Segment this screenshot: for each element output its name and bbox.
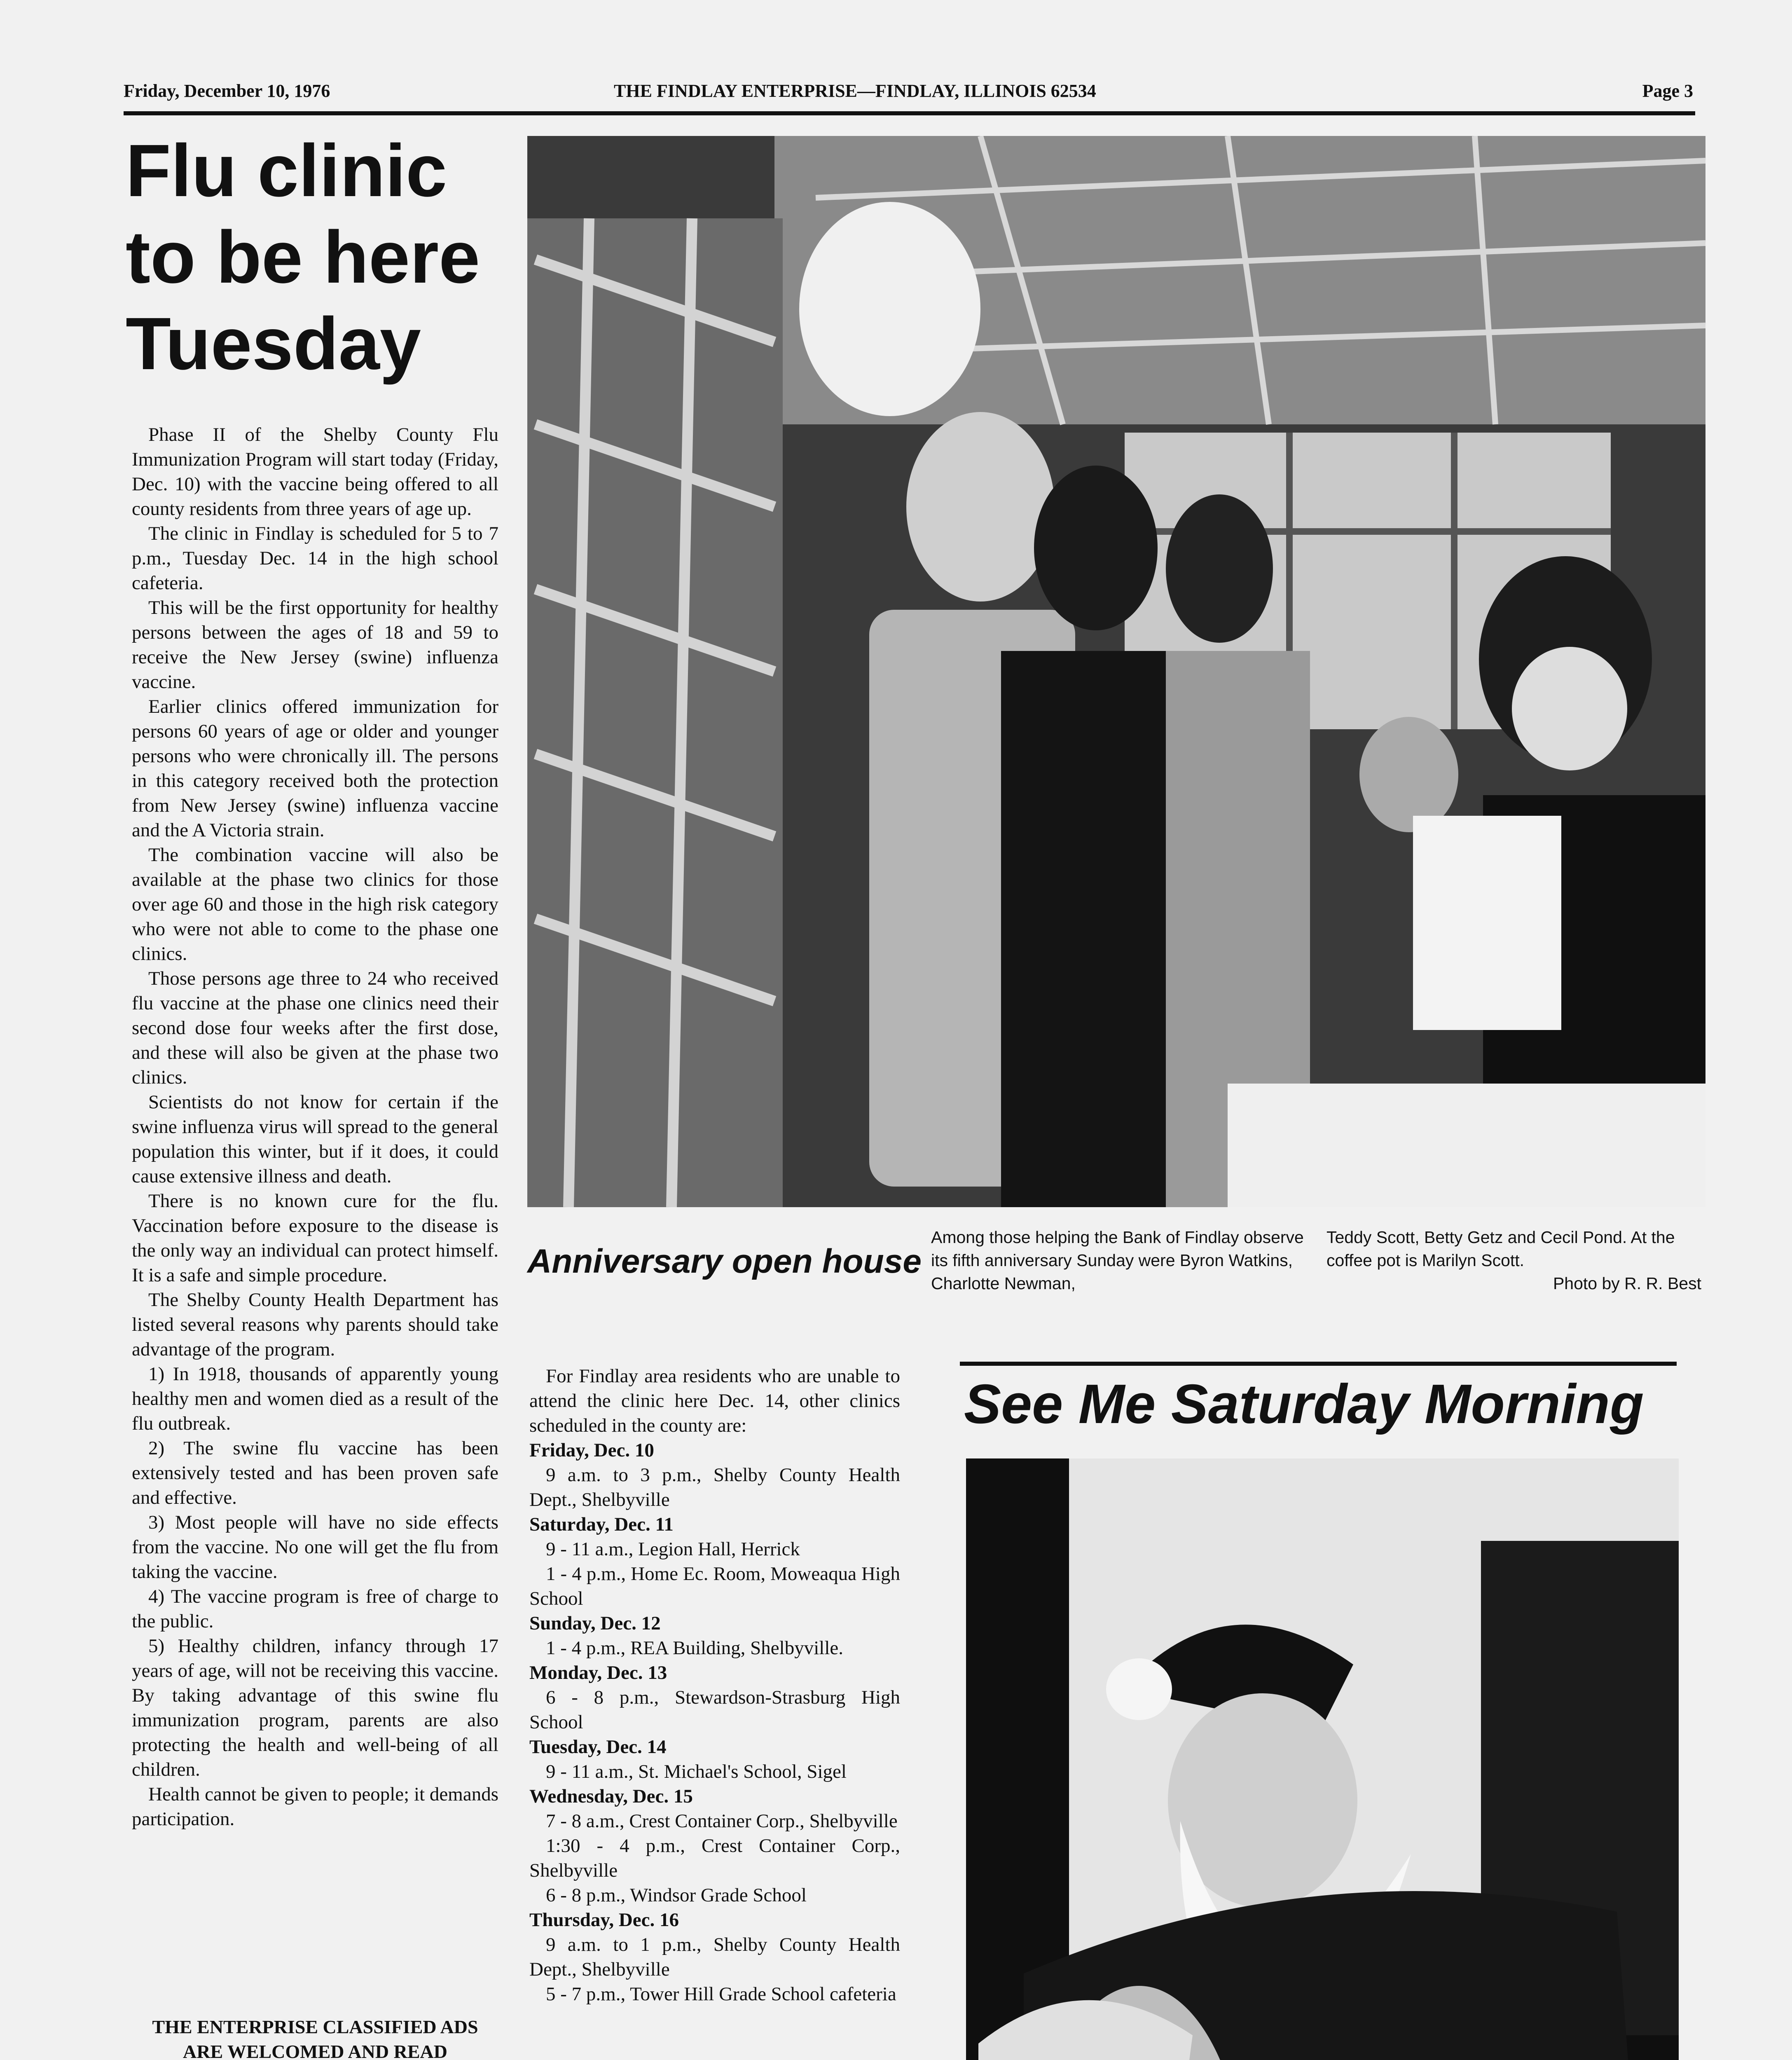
photo-caption-text: Teddy Scott, Betty Getz and Cecil Pond. At the coffee pot is Marilyn Scott. (1326, 1228, 1675, 1270)
photo-credit: Photo by R. R. Best (1553, 1274, 1701, 1293)
schedule-entry: 7 - 8 a.m., Crest Container Corp., Shelbyville (546, 1810, 898, 1832)
article-paragraph: Health cannot be given to people; it demands participation. (132, 1784, 498, 1830)
photo-caption-right (1326, 1226, 1701, 1295)
schedule-entry: 9 a.m. to 3 p.m., Shelby County Health Dept., Shelbyville (529, 1464, 900, 1510)
article-paragraph: Scientists do not know for certain if the swine influenza virus will spread to the general population this winter, but if it does, it could cause extensive illness and death. (132, 1091, 498, 1187)
schedule-entry: 9 a.m. to 1 p.m., Shelby County Health Dept., Shelbyville (529, 1934, 900, 1980)
page-number: Page 3 (1642, 81, 1693, 101)
schedule-day: Saturday, Dec. 11 (529, 1514, 674, 1535)
article-paragraph: The combination vaccine will also be available at the phase two clinics for those over age 60 and those in the high risk category who were not able to come to the phase one clinics. (132, 844, 498, 964)
schedule-entry: 9 - 11 a.m., Legion Hall, Herrick (546, 1538, 800, 1560)
schedule-entry: 6 - 8 p.m., Stewardson-Strasburg High School (529, 1687, 900, 1733)
photo-caption-title: Anniversary open house (527, 1243, 922, 1280)
classified-line: THE ENTERPRISE CLASSIFIED ADS (152, 2016, 478, 2037)
clinic-schedule (529, 1364, 900, 2006)
article-body (132, 422, 498, 1831)
schedule-day: Friday, Dec. 10 (529, 1440, 654, 1461)
headline-line: to be here (126, 216, 480, 299)
schedule-day: Thursday, Dec. 16 (529, 1909, 679, 1931)
schedule-entry: 1 - 4 p.m., REA Building, Shelbyville. (546, 1637, 843, 1659)
bank-ad-top-rule (960, 1362, 1677, 1366)
crowd-photo-illustration (527, 136, 1705, 1207)
paper-name: THE FINDLAY ENTERPRISE—FINDLAY, ILLINOIS 62534 (614, 81, 1096, 101)
classified-line: ARE WELCOMED AND READ (183, 2041, 447, 2060)
schedule-entry: 6 - 8 p.m., Windsor Grade School (546, 1884, 807, 1906)
anniversary-photo (527, 136, 1705, 1207)
santa-photo (966, 1458, 1679, 2060)
article-paragraph: 4) The vaccine program is free of charge to the public. (132, 1586, 498, 1632)
article-paragraph: Earlier clinics offered immunization for persons 60 years of age or older and younger persons who were chronically ill. The persons in this category received both the protection from New Jersey (swine) influenza vaccine and the A Victoria strain. (132, 696, 498, 841)
schedule-entry: 1 - 4 p.m., Home Ec. Room, Moweaqua High School (529, 1563, 900, 1609)
article-paragraph: 5) Healthy children, infancy through 17 years of age, will not be receiving this vaccine. By taking advantage of this swine flu immunization program, parents are also protecting the health and well-being of all children. (132, 1635, 498, 1780)
headline-line: Flu clinic (126, 129, 447, 212)
schedule-day: Monday, Dec. 13 (529, 1662, 667, 1683)
masthead-rule (124, 111, 1695, 115)
article-paragraph: Those persons age three to 24 who received flu vaccine at the phase one clinics need their second dose four weeks after the first dose, and these will also be given at the phase two clinics. (132, 968, 498, 1088)
article-paragraph: 2) The swine flu vaccine has been extensively tested and has been proven safe and effective. (132, 1437, 498, 1508)
schedule-entry: 1:30 - 4 p.m., Crest Container Corp., Shelbyville (529, 1835, 900, 1881)
article-paragraph: 3) Most people will have no side effects from the vaccine. No one will get the flu from taking the vaccine. (132, 1512, 498, 1582)
article-paragraph: 1) In 1918, thousands of apparently young healthy men and women died as a result of the flu outbreak. (132, 1363, 498, 1434)
article-paragraph: The clinic in Findlay is scheduled for 5 to 7 p.m., Tuesday Dec. 14 in the high school cafeteria. (132, 523, 498, 594)
schedule-day: Tuesday, Dec. 14 (529, 1736, 667, 1758)
schedule-entry: 9 - 11 a.m., St. Michael's School, Sigel (546, 1761, 847, 1782)
schedule-entry: 5 - 7 p.m., Tower Hill Grade School cafeteria (546, 1983, 896, 2005)
see-me-saturday-title: See Me Saturday Morning (964, 1373, 1644, 1435)
article-paragraph: There is no known cure for the flu. Vaccination before exposure to the disease is the only way an individual can protect himself. It is a safe and simple procedure. (132, 1190, 498, 1286)
photo-caption-left: Among those helping the Bank of Findlay observe its fifth anniversary Sunday were Byron Watkins, Charlotte Newman, (931, 1228, 1304, 1293)
schedule-day: Wednesday, Dec. 15 (529, 1786, 693, 1807)
schedule-day: Sunday, Dec. 12 (529, 1613, 661, 1634)
article-paragraph: Phase II of the Shelby County Flu Immunization Program will start today (Friday, Dec. 10) with the vaccine being offered to all county residents from three years of age up. (132, 424, 498, 520)
article-paragraph: The Shelby County Health Department has listed several reasons why parents should take advantage of the program. (132, 1289, 498, 1360)
article-paragraph: This will be the first opportunity for healthy persons between the ages of 18 and 59 to receive the New Jersey (swine) influenza vaccine. (132, 597, 498, 693)
headline-line: Tuesday (126, 302, 421, 385)
classified-notice (136, 2015, 494, 2060)
issue-date: Friday, December 10, 1976 (124, 81, 330, 101)
santa-illustration (966, 1458, 1679, 2060)
masthead (124, 80, 1697, 113)
article-headline (126, 128, 496, 387)
schedule-intro: For Findlay area residents who are unable to attend the clinic here Dec. 14, other clinics scheduled in the county are: (529, 1365, 900, 1436)
